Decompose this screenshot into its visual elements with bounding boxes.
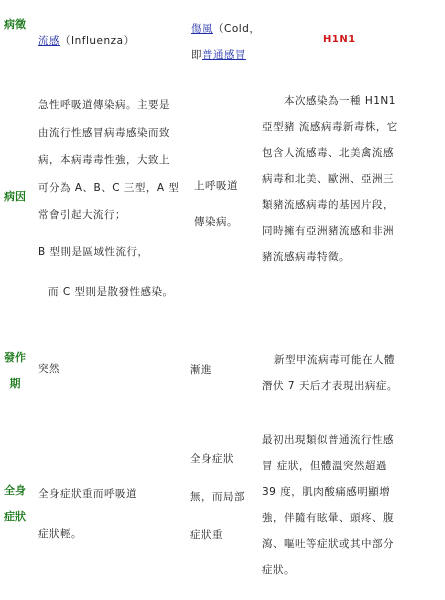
row-label-disease: 病徵 [4, 18, 26, 31]
cause-influenza-c: 而 C 型則是散發性感染。 [48, 286, 174, 298]
symptoms-influenza [38, 474, 137, 554]
symptoms-h1n1-line: 39 度，肌肉酸痛感明顯增 [262, 486, 391, 498]
cause-influenza-b: B 型則是區域性流行， [38, 246, 149, 258]
onset-h1n1 [262, 347, 398, 399]
influenza-header [38, 33, 135, 48]
influenza-english: （Influenza） [60, 35, 135, 47]
cause-h1n1-line: 類豬流感病毒的基因片段， [262, 199, 394, 211]
cause-h1n1-line: 同時擁有亞洲豬流感和非洲 [262, 225, 394, 237]
cause-h1n1-line: 本次感染為一種 H1N1 [284, 95, 396, 107]
cause-cold [194, 168, 238, 240]
onset-h1n1-line: 潛伏 7 天后才表現出病症。 [262, 380, 398, 392]
cause-cold-line: 傳染病。 [194, 216, 238, 228]
symptoms-h1n1-line: 強，伴隨有眩暈、頭疼、腹 [262, 512, 394, 524]
row-label-symptoms-line: 症狀 [4, 510, 26, 523]
cause-h1n1-line: 豬流感病毒特徵。 [262, 251, 350, 263]
row-label-onset [2, 345, 28, 397]
cause-influenza-line: 可分為 A、B、C 三型，A 型 [38, 181, 180, 194]
cause-cold-line: 上呼吸道 [194, 180, 238, 192]
common-cold-link[interactable]: 普通感冒 [202, 49, 246, 61]
h1n1-header: H1N1 [323, 34, 356, 45]
row-label-onset-line: 期 [9, 377, 21, 390]
cause-influenza-line: 急性呼吸道傳染病。主要是 [38, 99, 170, 111]
row-label-symptoms [2, 478, 28, 530]
cause-h1n1 [262, 88, 398, 270]
onset-influenza: 突然 [38, 363, 60, 375]
symptoms-cold-line: 無，而局部 [190, 491, 245, 503]
symptoms-h1n1-line: 冒 症狀，但體溫突然超過 [262, 460, 387, 472]
row-label-cause: 病因 [4, 190, 26, 203]
symptoms-h1n1 [262, 427, 394, 583]
cause-h1n1-line: 包含人流感毒、北美禽流感 [262, 147, 394, 159]
cold-link[interactable]: 傷風 [191, 23, 213, 35]
influenza-link[interactable]: 流感 [38, 35, 60, 47]
cause-h1n1-line: 亞型豬 流感病毒新毒株，它 [262, 121, 398, 133]
cause-influenza [38, 92, 179, 230]
symptoms-h1n1-line: 瀉、嘔吐等症狀或其中部分 [262, 538, 394, 550]
row-label-onset-line: 發作 [4, 351, 26, 364]
cold-jijian: 即 [191, 49, 202, 61]
onset-h1n1-line: 新型甲流病毒可能在人體 [274, 354, 395, 366]
cause-influenza-line: 病，本病毒毒性強，大致上 [38, 154, 170, 166]
symptoms-influenza-line: 全身症狀重而呼吸道 [38, 488, 137, 500]
symptoms-h1n1-line: 最初出現類似普通流行性感 [262, 434, 394, 446]
symptoms-h1n1-line: 症狀。 [262, 564, 295, 576]
symptoms-cold [190, 440, 245, 554]
row-label-symptoms-line: 全身 [4, 484, 26, 497]
symptoms-influenza-line: 症狀輕。 [38, 528, 82, 540]
cause-influenza-line: 由流行性感冒病毒感染而致 [38, 126, 170, 139]
cold-english: （Cold， [213, 23, 261, 35]
symptoms-cold-line: 全身症狀 [190, 453, 234, 465]
symptoms-cold-line: 症狀重 [190, 529, 223, 541]
cold-header [191, 16, 260, 68]
onset-cold: 漸進 [190, 364, 212, 376]
cause-influenza-line: 常會引起大流行； [38, 209, 126, 221]
cause-h1n1-line: 病毒和北美、歐洲、亞洲三 [262, 173, 394, 185]
